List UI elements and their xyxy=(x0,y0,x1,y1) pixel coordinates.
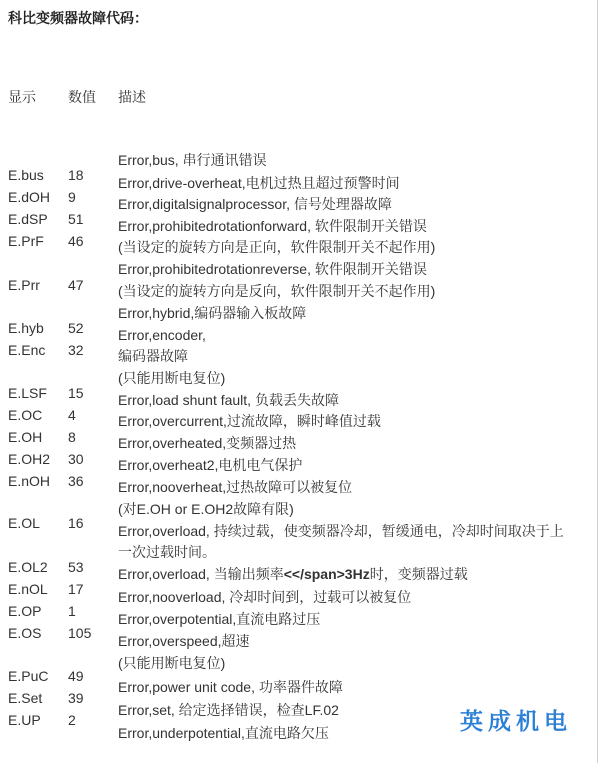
description-line: (对E.OH or E.OH2故障有限) xyxy=(118,501,294,517)
code-e-set: E.Set xyxy=(8,690,43,706)
description-line: 编码器故障 xyxy=(118,348,188,364)
code-e-doh: E.dOH xyxy=(8,189,51,205)
description-line: 一次过载时间。 xyxy=(118,544,216,560)
code-e-prf: E.PrF xyxy=(8,233,44,249)
description-line: Error,prohibitedrotationforward, 软件限制开关错误 xyxy=(118,218,427,234)
description-line: Error,overheated,变频器过热 xyxy=(118,435,297,451)
value-e-prr: 47 xyxy=(68,277,84,293)
description-line: Error,encoder, xyxy=(118,327,206,343)
description-segment: 时，变频器过载 xyxy=(369,566,468,582)
code-e-oh: E.OH xyxy=(8,429,43,445)
description-line: Error,overheat2,电机电气保护 xyxy=(118,457,303,473)
description-line-low-frequency-overload xyxy=(118,565,468,583)
description-segment-bold: <</span>3Hz xyxy=(283,566,370,582)
value-e-op: 1 xyxy=(68,603,76,619)
description-line: (只能用断电复位) xyxy=(118,370,226,386)
value-e-os: 105 xyxy=(68,625,92,641)
code-e-up: E.UP xyxy=(8,712,41,728)
code-e-dsp: E.dSP xyxy=(8,211,48,227)
header-display: 显示 xyxy=(8,89,36,105)
code-e-ol2: E.OL2 xyxy=(8,559,48,575)
code-e-os: E.OS xyxy=(8,625,42,641)
code-e-noh: E.nOH xyxy=(8,473,51,489)
code-e-ol: E.OL xyxy=(8,515,40,531)
value-e-puc: 49 xyxy=(68,668,84,684)
description-line: Error,nooverload, 冷却时间到，过载可以被复位 xyxy=(118,589,412,605)
value-e-up: 2 xyxy=(68,712,76,728)
value-e-doh: 9 xyxy=(68,189,76,205)
value-e-prf: 46 xyxy=(68,233,84,249)
description-line: Error,load shunt fault, 负载丢失故障 xyxy=(118,392,339,408)
code-e-hyb: E.hyb xyxy=(8,320,44,336)
code-e-nol: E.nOL xyxy=(8,581,48,597)
description-line: Error,overload, 持续过载，使变频器冷却，暂缓通电，冷却时间取决于上 xyxy=(118,523,564,539)
description-segment: Error,overload, 当输出频率 xyxy=(118,566,284,582)
value-e-dsp: 51 xyxy=(68,211,84,227)
description-line: Error,power unit code, 功率器件故障 xyxy=(118,679,343,695)
description-line: Error,digitalsignalprocessor, 信号处理器故障 xyxy=(118,196,392,212)
value-e-ol2: 53 xyxy=(68,559,84,575)
description-line: (当设定的旋转方向是正向，软件限制开关不起作用) xyxy=(118,239,436,255)
description-line: Error,nooverheat,过热故障可以被复位 xyxy=(118,479,353,495)
description-line: Error,overspeed,超速 xyxy=(118,633,250,649)
description-line: Error,drive-overheat,电机过热且超过预警时间 xyxy=(118,175,400,191)
watermark-logo: 英成机电 xyxy=(460,708,572,734)
code-e-bus: E.bus xyxy=(8,167,44,183)
code-e-prr: E.Prr xyxy=(8,277,40,293)
value-e-oc: 4 xyxy=(68,407,76,423)
description-line: Error,bus, 串行通讯错误 xyxy=(118,152,267,168)
value-e-oh2: 30 xyxy=(68,451,84,467)
code-e-op: E.OP xyxy=(8,603,42,619)
value-e-hyb: 52 xyxy=(68,320,84,336)
value-e-lsf: 15 xyxy=(68,385,84,401)
value-e-nol: 17 xyxy=(68,581,84,597)
code-e-oh2: E.OH2 xyxy=(8,451,51,467)
description-line: Error,prohibitedrotationreverse, 软件限制开关错误 xyxy=(118,261,427,277)
description-line: Error,hybrid,编码器输入板故障 xyxy=(118,305,307,321)
header-description: 描述 xyxy=(118,89,146,105)
code-e-puc: E.PuC xyxy=(8,668,49,684)
value-e-enc: 32 xyxy=(68,342,84,358)
value-e-oh: 8 xyxy=(68,429,76,445)
value-e-ol: 16 xyxy=(68,515,84,531)
code-e-lsf: E.LSF xyxy=(8,385,47,401)
value-e-bus: 18 xyxy=(68,167,84,183)
description-line: Error,underpotential,直流电路欠压 xyxy=(118,725,329,741)
description-line: Error,overcurrent,过流故障，瞬时峰值过载 xyxy=(118,413,381,429)
code-e-oc: E.OC xyxy=(8,407,43,423)
header-value: 数值 xyxy=(68,89,96,105)
code-e-enc: E.Enc xyxy=(8,342,46,358)
value-e-set: 39 xyxy=(68,690,84,706)
value-e-noh: 36 xyxy=(68,473,84,489)
page-right-border xyxy=(597,0,598,763)
description-line: Error,overpotential,直流电路过压 xyxy=(118,611,321,627)
description-line: Error,set, 给定选择错误，检查LF.02 xyxy=(118,702,339,718)
description-line: (只能用断电复位) xyxy=(118,655,226,671)
page-title: 科比变频器故障代码： xyxy=(8,10,148,26)
description-line: (当设定的旋转方向是反向，软件限制开关不起作用) xyxy=(118,283,436,299)
